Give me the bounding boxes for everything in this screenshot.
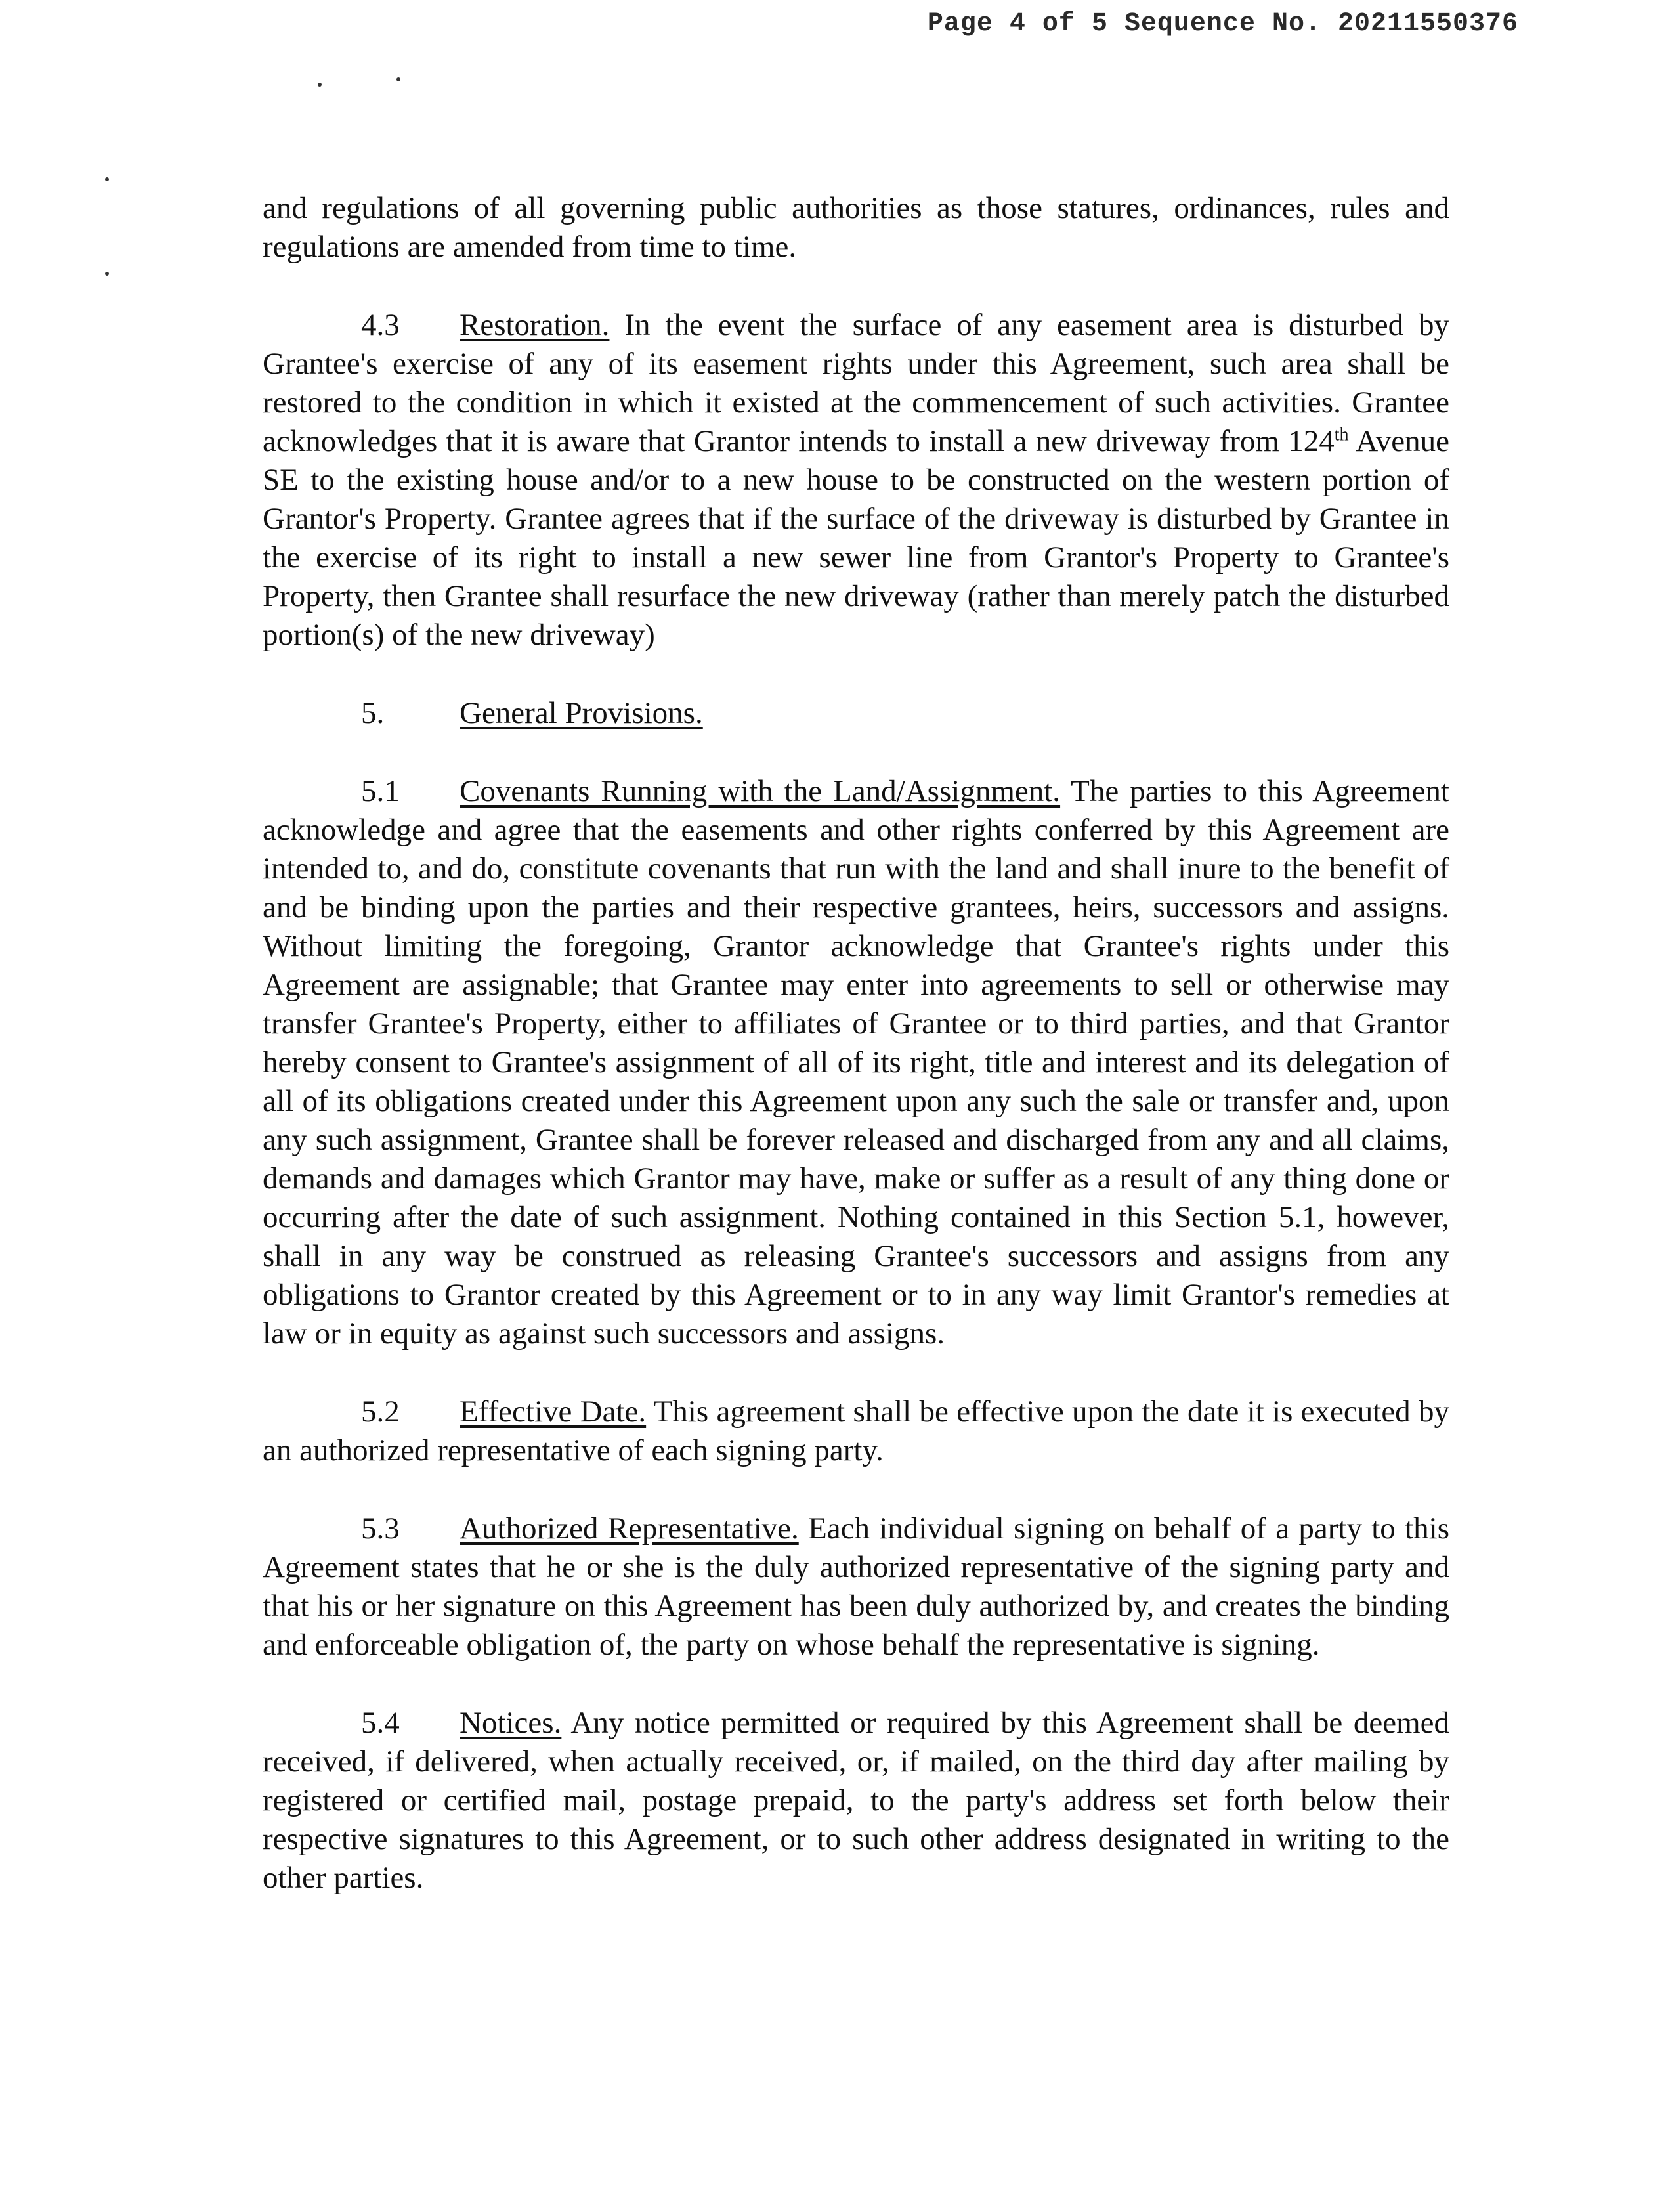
section-heading: General Provisions. xyxy=(460,696,703,730)
section-text: The parties to this Agreement acknowledge and agree that the easements and other rights conferred by this Agreement are intended to, and do, constitute covenants that run with the land and shall inure to the benefit of and be binding upon the parties and their respective grantees, heirs, successors and assigns. Without limiting the foregoing, Grantor acknowledge that Grantee's rights under this Agreement are assignable; that Grantee may enter into agreements to sell or otherwise may transfer Grantee's Property, either to affiliates of Grantee or to third parties, and that Grantor hereby consent to Grantee's assignment of all of its right, title and interest and its delegation of all of its obligations created under this Agreement upon any such the sale or transfer and, upon any such assignment, Grantee shall be forever released and discharged from any and all claims, demands and damages which Grantor may have, make or suffer as a result of any thing done or occurring after the date of such assignment. Nothing contained in this Section 5.1, however, shall in any way be construed as releasing Grantee's successors and assigns from any obligations to Grantor created by this Agreement or to in any way limit Grantor's remedies at law or in equity as against such successors and assigns. xyxy=(263,774,1449,1351)
section-number: 5. xyxy=(361,696,385,730)
section-5-1-paragraph xyxy=(263,772,1449,1353)
section-text: Any notice permitted or required by this Agreement shall be deemed received, if delivered, when actually received, or, if mailed, on the third day after mailing by registered or certified mail, postage prepaid, to the party's address set forth below their respective signatures to this Agreement, or to such other address designated in writing to the other parties. xyxy=(263,1706,1449,1895)
scan-speck xyxy=(318,83,322,87)
scan-speck xyxy=(105,177,109,181)
section-text: This agreement shall be effective upon the date it is executed by an authorized representative of each signing party. xyxy=(263,1395,1449,1467)
recording-stamp: Page 4 of 5 Sequence No. 20211550376 xyxy=(927,9,1518,39)
continuation-paragraph: and regulations of all governing public authorities as those statures, ordinances, rules and regulations are amended from time to time. xyxy=(263,191,1449,264)
section-number: 5.3 xyxy=(361,1511,400,1546)
section-text: Each individual signing on behalf of a party to this Agreement states that he or she is the duly authorized representative of the signing party and that his or her signature on this Agreement has been duly authorized by, and creates the binding and enforceable obligation of, the party on whose behalf the representative is signing. xyxy=(263,1511,1449,1662)
scan-speck xyxy=(105,272,109,276)
section-number: 5.4 xyxy=(361,1706,400,1740)
document-body xyxy=(263,189,1449,1937)
section-heading: Authorized Representative. xyxy=(460,1511,799,1546)
section-4-3-paragraph xyxy=(263,306,1449,655)
section-heading: Effective Date. xyxy=(460,1395,647,1429)
section-number: 5.1 xyxy=(361,774,400,808)
ordinal-superscript: th xyxy=(1334,424,1349,445)
section-5-2-paragraph xyxy=(263,1393,1449,1470)
section-5-3-paragraph xyxy=(263,1509,1449,1664)
section-text: In the event the surface of any easement area is disturbed by Grantee's exercise of any of its easement rights under this Agreement, such area shall be restored to the condition in which it existed at the commencement of such activities. Grantee acknowledges that it is aware that Grantor intends to install a new driveway from 124 xyxy=(263,308,1449,458)
section-text-continued: Avenue SE to the existing house and/or to a new house to be constructed on the western portion of Grantor's Property. Grantee agrees that if the surface of the driveway is disturbed by Grantee in the exercise of its right to install a new sewer line from Grantor's Property to Grantee's Property, then Grantee shall resurface the new driveway (rather than merely patch the disturbed portion(s) of the new driveway) xyxy=(263,424,1449,652)
section-heading: Restoration. xyxy=(460,308,610,342)
section-heading: Covenants Running with the Land/Assignment. xyxy=(460,774,1061,808)
section-5-heading xyxy=(263,694,1449,733)
section-heading: Notices. xyxy=(460,1706,562,1740)
section-5-4-paragraph xyxy=(263,1704,1449,1898)
section-number: 5.2 xyxy=(361,1395,400,1429)
scan-speck xyxy=(396,77,400,81)
section-number: 4.3 xyxy=(361,308,400,342)
